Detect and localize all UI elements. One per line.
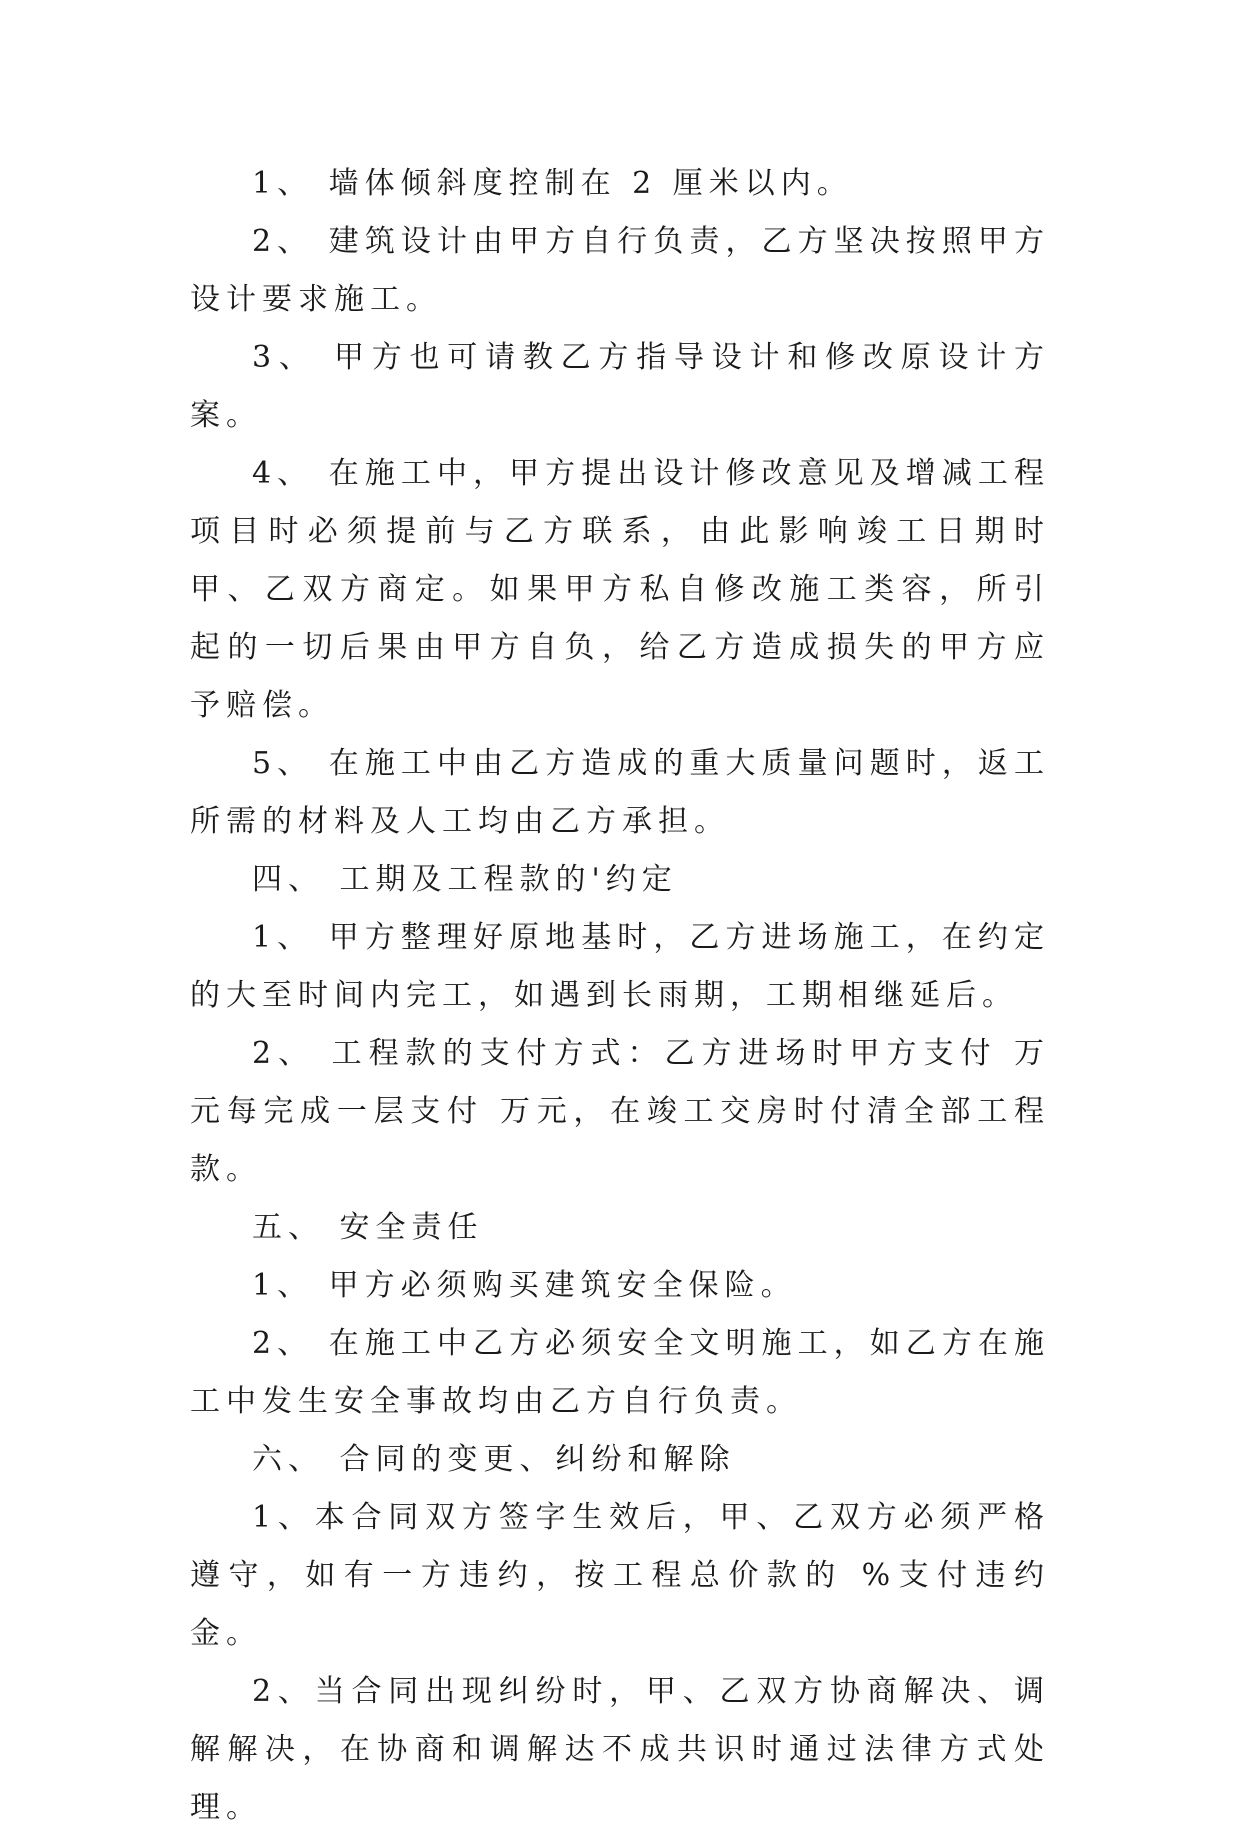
paragraph-safe-construction: 2、 在施工中乙方必须安全文明施工，如乙方在施工中发生安全事故均由乙方自行负责。 xyxy=(190,1326,1050,1419)
paragraph-design-changes: 4、 在施工中，甲方提出设计修改意见及增减工程项目时必须提前与乙方联系，由此影响竣工日期时甲、乙双方商定。如果甲方私自修改施工类容，所引起的一切后果由甲方自负，给乙方造成损失的甲方应予赔偿。 xyxy=(190,456,1050,723)
paragraph-dispute-resolution: 2、当合同出现纠纷时，甲、乙双方协商解决、调解解决，在协商和调解达不成共识时通过法律方式处理。 xyxy=(190,1674,1050,1825)
paragraph-design-guidance: 3、 甲方也可请教乙方指导设计和修改原设计方案。 xyxy=(190,340,1050,433)
document-body xyxy=(190,155,1050,1837)
paragraph-contract-effective: 1、本合同双方签字生效后，甲、乙双方必须严格遵守，如有一方违约，按工程总价款的 %支付违约金。 xyxy=(190,1500,1050,1651)
paragraph-safety-insurance: 1、 甲方必须购买建筑安全保险。 xyxy=(252,1268,797,1303)
paragraph-payment-method: 2、 工程款的支付方式：乙方进场时甲方支付 万元每完成一层支付 万元，在竣工交房时付清全部工程款。 xyxy=(190,1036,1050,1187)
paragraph-design-responsibility: 2、 建筑设计由甲方自行负责，乙方坚决按照甲方设计要求施工。 xyxy=(190,224,1050,317)
section-heading-safety: 五、 安全责任 xyxy=(252,1210,484,1245)
paragraph-wall-tilt: 1、 墙体倾斜度控制在 2 厘米以内。 xyxy=(252,166,853,201)
paragraph-quality-issues: 5、 在施工中由乙方造成的重大质量问题时，返工所需的材料及人工均由乙方承担。 xyxy=(190,746,1050,839)
section-heading-schedule-payment: 四、 工期及工程款的'约定 xyxy=(252,862,678,897)
section-heading-contract-changes: 六、 合同的变更、纠纷和解除 xyxy=(252,1442,736,1477)
paragraph-site-entry: 1、 甲方整理好原地基时，乙方进场施工，在约定的大至时间内完工，如遇到长雨期，工期相继延后。 xyxy=(190,920,1050,1013)
